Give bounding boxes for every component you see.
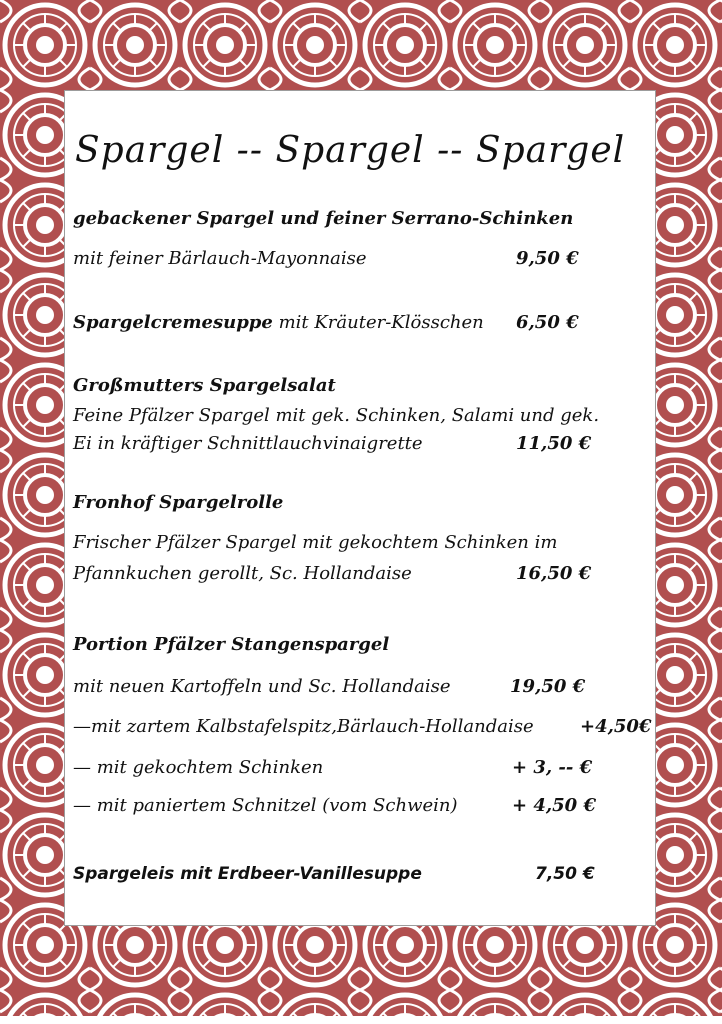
- item-1-desc: mit feiner Bärlauch-Mayonnaise: [73, 248, 367, 269]
- item-4-price: 16,50 €: [516, 563, 592, 584]
- item-5-price: 19,50 €: [510, 676, 586, 697]
- item-2-price: 6,50 €: [516, 312, 579, 333]
- option-3-label: — mit paniertem Schnitzel (vom Schwein): [73, 795, 458, 816]
- option-3-price: + 4,50 €: [512, 795, 596, 816]
- option-1-label: —mit zartem Kalbstafelspitz,Bärlauch-Hollandaise: [73, 716, 534, 737]
- item-4-desc-line-1: Frischer Pfälzer Spargel mit gekochtem Schinken im: [73, 532, 558, 553]
- item-4-desc-line-2: Pfannkuchen gerollt, Sc. Hollandaise: [73, 563, 412, 584]
- item-2-line: [73, 312, 484, 334]
- item-3-desc-line-1: Feine Pfälzer Spargel mit gek. Schinken, Salami und gek.: [73, 405, 600, 426]
- item-5-name: Portion Pfälzer Stangenspargel: [73, 634, 390, 655]
- item-6-price: 7,50 €: [535, 864, 595, 884]
- item-2-desc: mit Kräuter-Klösschen: [272, 312, 484, 333]
- item-1-name: gebackener Spargel und feiner Serrano-Schinken: [73, 208, 574, 229]
- menu-title: Spargel -- Spargel -- Spargel: [75, 130, 626, 171]
- item-4-name: Fronhof Spargelrolle: [73, 492, 284, 513]
- item-1-price: 9,50 €: [516, 248, 579, 269]
- item-2-name: Spargelcremesuppe: [73, 312, 273, 333]
- option-1-price: +4,50€: [580, 716, 652, 737]
- option-2-label: — mit gekochtem Schinken: [73, 757, 324, 778]
- item-3-name: Großmutters Spargelsalat: [73, 375, 336, 396]
- option-2-price: + 3, -- €: [512, 757, 593, 778]
- item-3-desc-line-2: Ei in kräftiger Schnittlauchvinaigrette: [73, 433, 423, 454]
- item-6-name: Spargeleis mit Erdbeer-Vanillesuppe: [73, 864, 422, 884]
- item-3-price: 11,50 €: [516, 433, 592, 454]
- item-5-desc: mit neuen Kartoffeln und Sc. Hollandaise: [73, 676, 451, 697]
